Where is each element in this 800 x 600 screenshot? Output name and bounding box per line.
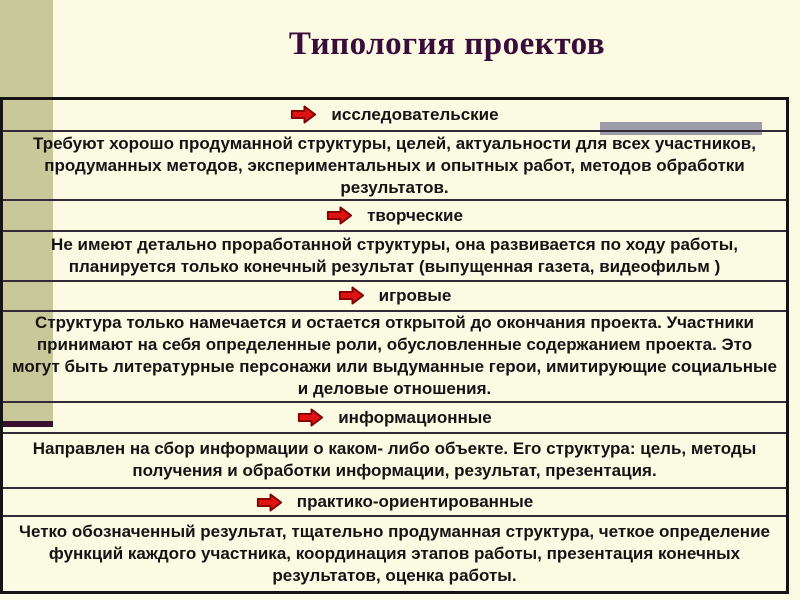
type-header-research (3, 100, 786, 130)
type-header-game (3, 280, 786, 310)
type-label: игровые (378, 285, 452, 305)
project-typology-table (0, 97, 789, 594)
type-label: исследовательские (331, 104, 499, 124)
red-arrow-icon (338, 284, 365, 307)
type-label: практико-ориентированные (296, 492, 534, 512)
type-header-practice-oriented (3, 487, 786, 516)
type-label: информационные (338, 407, 492, 427)
type-header-creative (3, 199, 786, 230)
type-header-informational (3, 401, 786, 432)
type-description-practice-oriented: Четко обозначенный результат, тщательно продуманная структура, четкое определение функций каждого участника, координация этапов работы, презентация конечных результатов, оценка работы. (3, 515, 786, 591)
type-description-research: Требуют хорошо продуманной структуры, целей, актуальности для всех участников, продуманных методов, экспериментальных и опытных работ, методов обработки результатов. (3, 130, 786, 200)
type-description-informational: Направлен на сбор информации о каком- либо объекте. Его структура: цель, методы получения и обработки информации, результат, презентация. (3, 432, 786, 487)
type-description-game: Структура только намечается и остается открытой до окончания проекта. Участники принимают на себя определенные роли, обусловленные содержанием проекта. Это могут быть литературные персонажи или выдуманные герои, имитирующие социальные и деловые отношения. (3, 310, 786, 401)
red-arrow-icon (297, 406, 324, 429)
red-arrow-icon (326, 204, 353, 227)
red-arrow-icon (290, 103, 317, 126)
page-title: Типология проектов (288, 26, 606, 62)
type-description-creative: Не имеют детально проработанной структуры, она развивается по ходу работы, планируется только конечный результат (выпущенная газета, видеофильм ) (3, 230, 786, 280)
type-label: творческие (367, 205, 463, 225)
red-arrow-icon (256, 491, 283, 514)
